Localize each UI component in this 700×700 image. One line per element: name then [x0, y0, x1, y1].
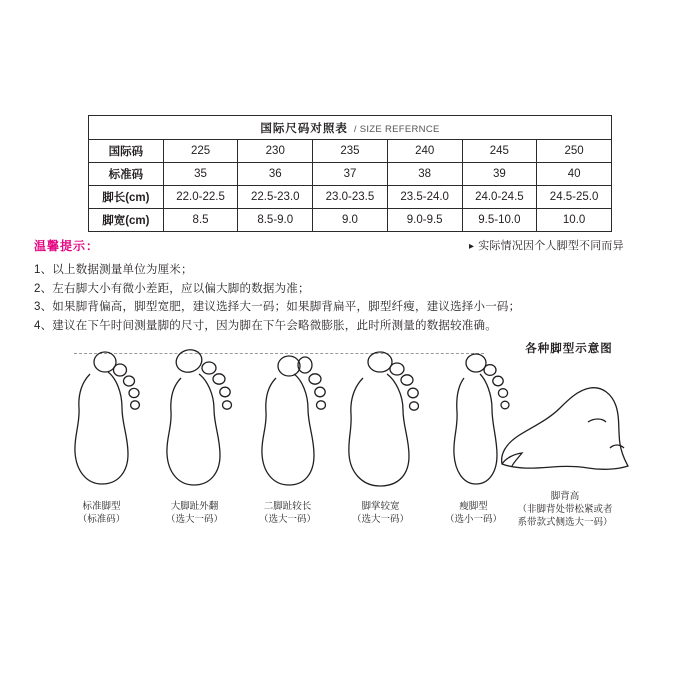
table-title-en: / SIZE REFERNCE [353, 123, 440, 135]
table-cell: 230 [238, 140, 313, 163]
disclaimer-label: 实际情况因个人脚型不同而异 [478, 240, 624, 252]
foot-advice: （选小一码） [444, 514, 502, 525]
pointer-icon: ▸ [469, 241, 475, 252]
high-instep-block [480, 340, 650, 529]
footprint-bunion-icon [157, 348, 233, 496]
size-table [88, 115, 612, 232]
row-header: 脚宽(cm) [89, 209, 164, 232]
table-cell: 23.0-23.5 [313, 186, 388, 209]
table-cell: 8.5 [163, 209, 238, 232]
table-cell: 35 [163, 163, 238, 186]
foot-type-standard [60, 348, 143, 526]
foot-advice: （选大一码） [351, 514, 409, 525]
foot-advice: （选大一码） [258, 514, 316, 525]
table-cell: 225 [163, 140, 238, 163]
table-cell: 38 [387, 163, 462, 186]
row-header: 国际码 [89, 140, 164, 163]
foot-caption [339, 500, 422, 526]
foot-type-wide [339, 348, 422, 526]
footprint-long-second-toe-icon [250, 348, 326, 496]
table-cell: 24.5-25.0 [537, 186, 612, 209]
size-table-container [88, 115, 612, 232]
table-cell: 40 [537, 163, 612, 186]
foot-name: 脚掌较宽 [361, 501, 400, 512]
foot-caption [153, 500, 236, 526]
foot-type-diagram [60, 340, 650, 555]
table-cell: 9.0 [313, 209, 388, 232]
side-foot-advice-2: 系带款式侧选大一码） [517, 517, 613, 528]
foot-type-bunion [153, 348, 236, 526]
table-cell: 37 [313, 163, 388, 186]
table-row [89, 163, 612, 186]
notes-title: 温馨提示： [34, 239, 100, 253]
footprint-wide-icon [343, 348, 419, 496]
table-cell: 8.5-9.0 [238, 209, 313, 232]
table-title-cn: 国际尺码对照表 [260, 122, 348, 135]
foot-name: 大脚趾外翻 [170, 501, 219, 512]
table-cell: 39 [462, 163, 537, 186]
table-cell: 10.0 [537, 209, 612, 232]
foot-caption [60, 500, 143, 526]
table-cell: 23.5-24.0 [387, 186, 462, 209]
side-foot-high-instep-icon [490, 378, 640, 483]
side-foot-name: 脚背高 [550, 491, 580, 502]
foot-name: 二脚趾较长 [263, 501, 312, 512]
table-title-cell [89, 116, 612, 140]
foot-caption [246, 500, 329, 526]
table-cell: 36 [238, 163, 313, 186]
table-row [89, 140, 612, 163]
table-cell: 9.5-10.0 [462, 209, 537, 232]
table-cell: 9.0-9.5 [387, 209, 462, 232]
foot-advice: （标准码） [77, 514, 126, 525]
foot-name: 瘦脚型 [459, 501, 488, 512]
diagram-title: 各种脚型示意图 [525, 343, 613, 355]
table-row [89, 186, 612, 209]
foot-illustration-row [60, 348, 515, 526]
table-cell: 235 [313, 140, 388, 163]
table-cell: 22.5-23.0 [238, 186, 313, 209]
note-line: 3、如果脚背偏高，脚型宽肥，建议选择大一码；如果脚背扁平，脚型纤瘦，建议选择小一码； [34, 301, 521, 313]
row-header: 标准码 [89, 163, 164, 186]
table-cell: 245 [462, 140, 537, 163]
table-cell: 240 [387, 140, 462, 163]
table-cell: 250 [537, 140, 612, 163]
side-foot-caption [480, 490, 650, 529]
note-line: 2、左右脚大小有微小差距，应以偏大脚的数据为准； [34, 282, 310, 295]
table-row [89, 209, 612, 232]
foot-advice: （选大一码） [165, 514, 223, 525]
note-line: 4、建议在下午时间测量脚的尺寸，因为脚在下午会略微膨胀，此时所测量的数据较准确。 [34, 319, 497, 332]
footprint-standard-icon [64, 348, 140, 496]
foot-name: 标准脚型 [82, 501, 121, 512]
side-foot-advice-1: （非脚背处带松紧或者 [517, 504, 613, 515]
disclaimer-text [469, 237, 624, 253]
note-line: 1、以上数据测量单位为厘米； [34, 264, 193, 276]
foot-type-long-second-toe [246, 348, 329, 526]
row-header: 脚长(cm) [89, 186, 164, 209]
table-title-row [89, 116, 612, 140]
table-cell: 24.0-24.5 [462, 186, 537, 209]
table-cell: 22.0-22.5 [163, 186, 238, 209]
